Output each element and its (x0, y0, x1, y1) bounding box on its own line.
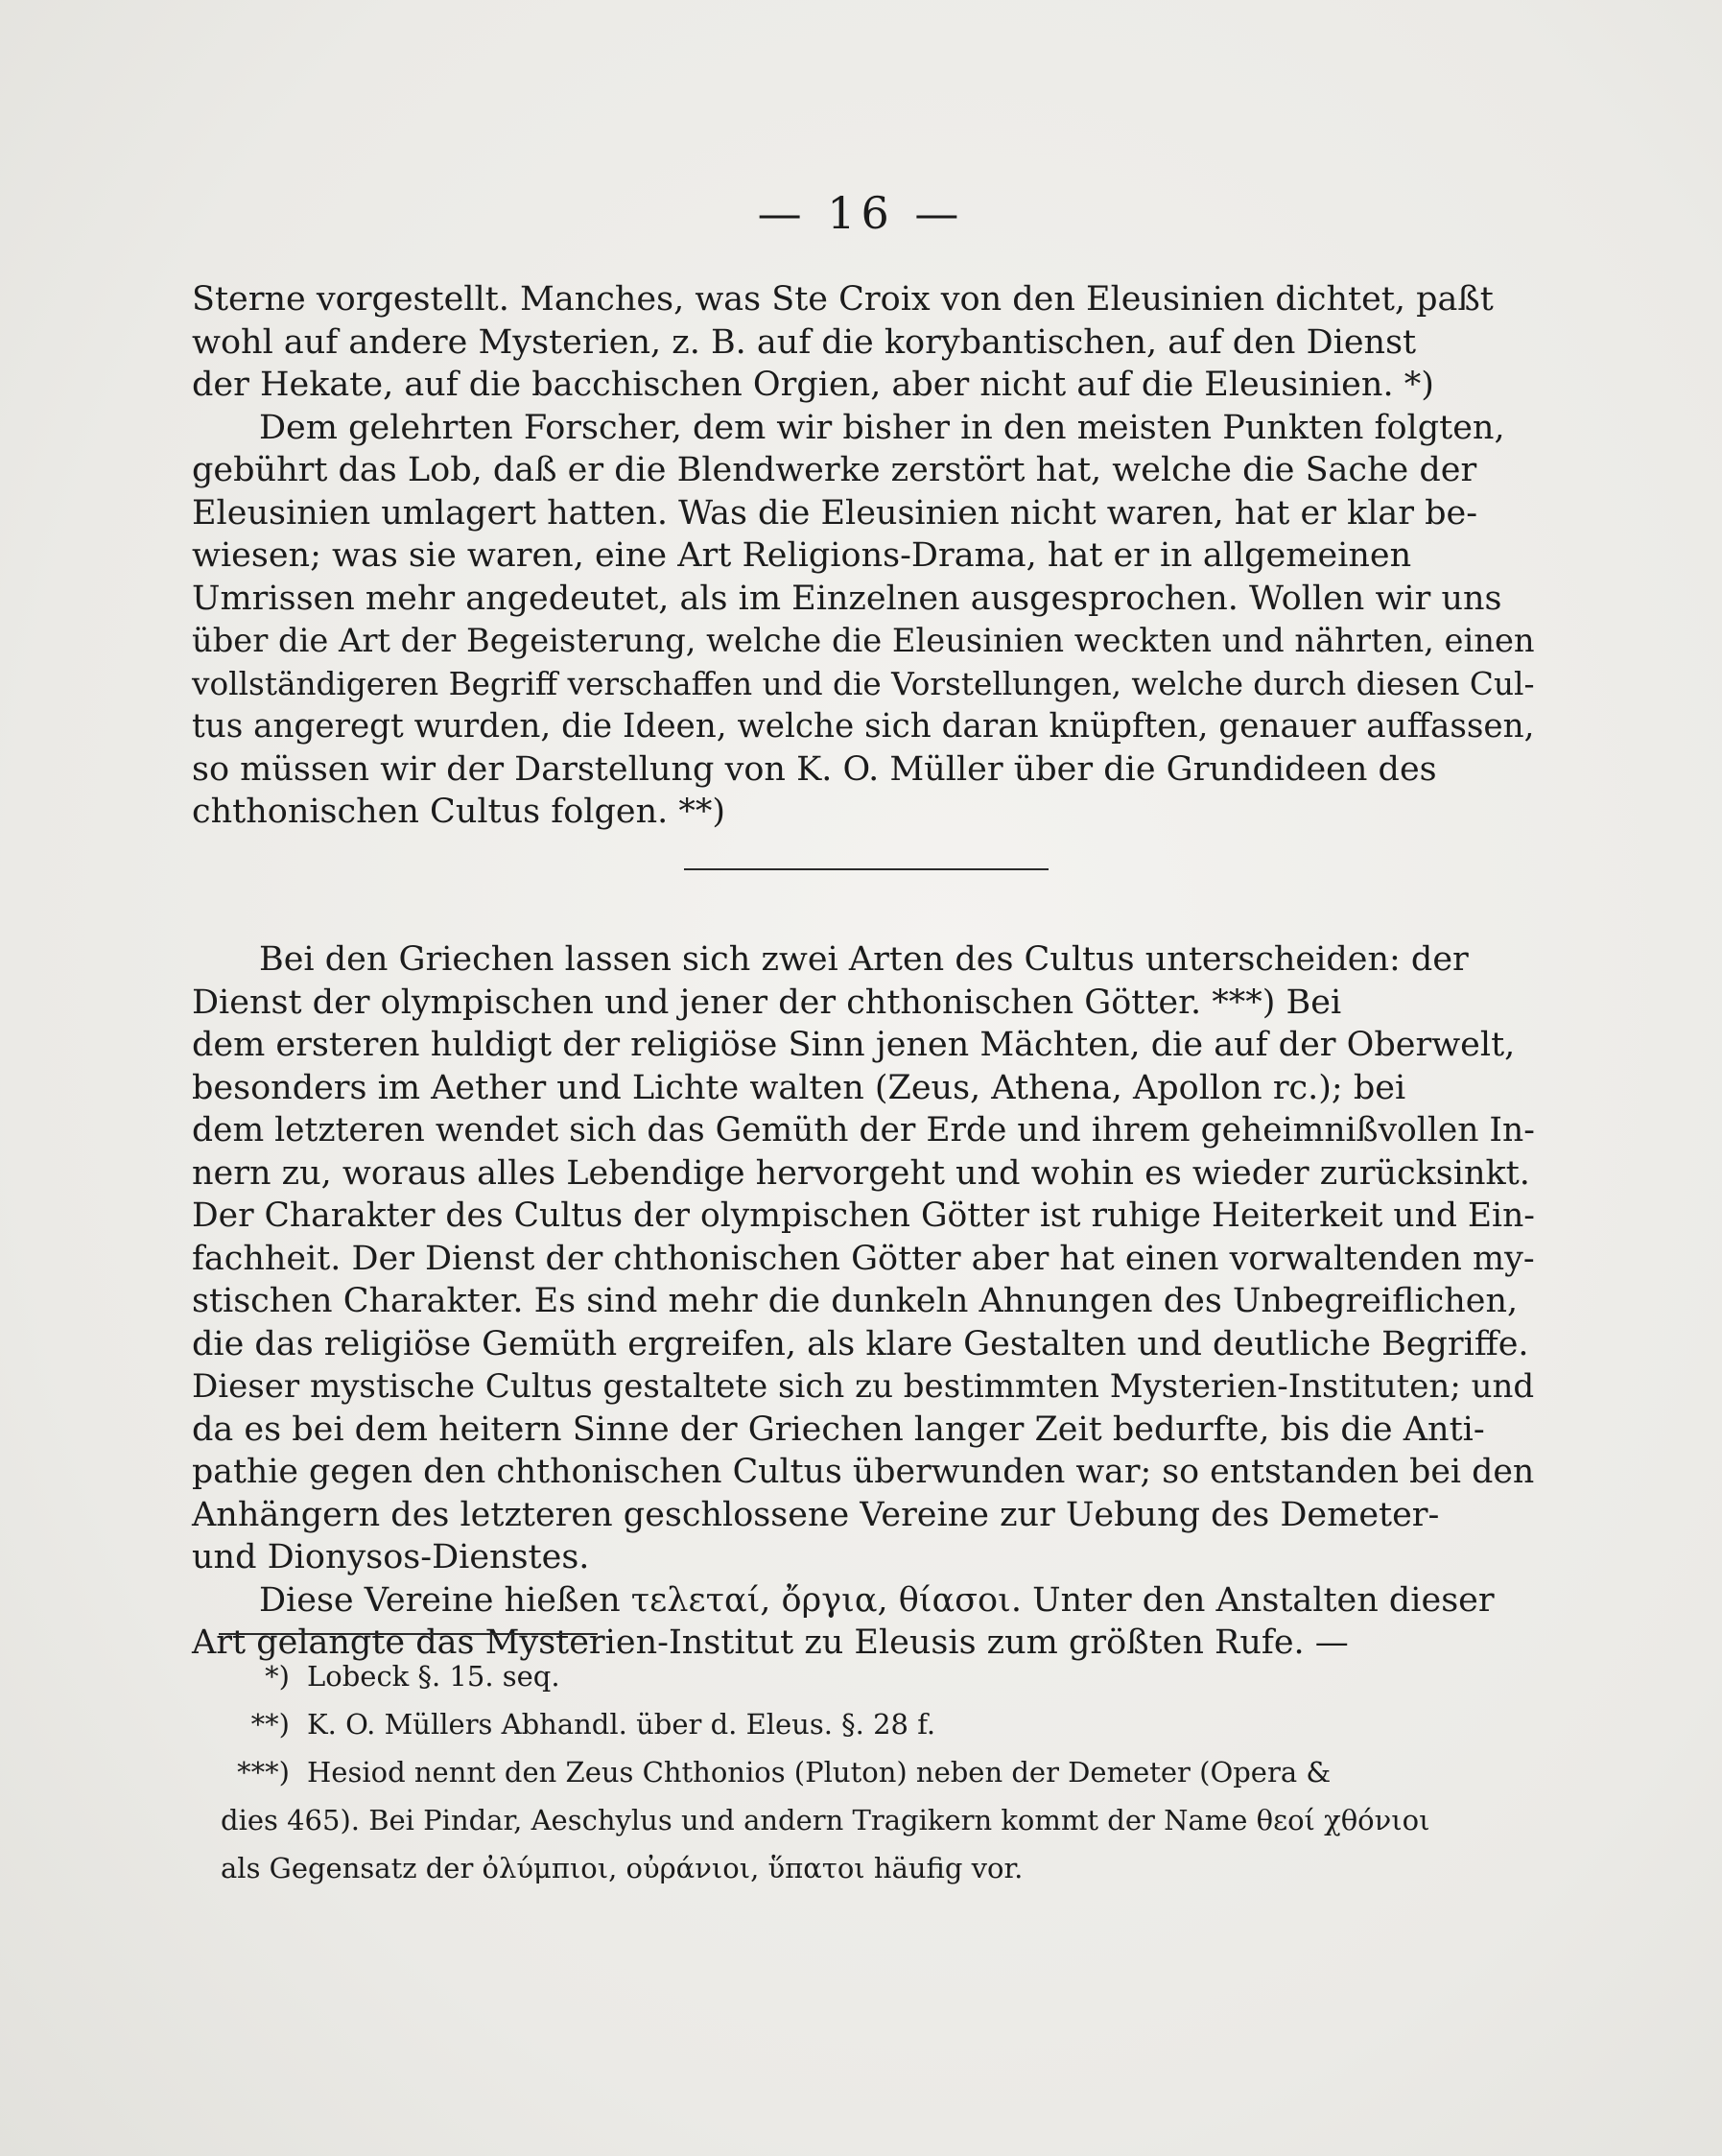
text-line: Dem gelehrten Forscher, dem wir bisher in den meisten Punkten folgten, (259, 408, 1505, 447)
footnote-marker: **) (250, 1708, 290, 1741)
text-line: pathie gegen den chthonischen Cultus überwunden war; so entstanden bei den (192, 1453, 1535, 1491)
text-line: da es bei dem heitern Sinne der Griechen langer Zeit bedurfte, bis die Anti- (192, 1410, 1485, 1449)
text-line: fachheit. Der Dienst der chthonischen Götter aber hat einen vorwaltenden my- (192, 1239, 1535, 1278)
text-line: Sterne vorgestellt. Manches, was Ste Croix von den Eleusinien dichtet, paßt (192, 280, 1494, 319)
footnote-continuation: als Gegensatz der ὀλύμπιοι, οὐράνιοι, ὕπατοι häufig vor. (221, 1852, 1024, 1884)
footnote-text: Lobeck §. 15. seq. (307, 1660, 560, 1693)
text-line: gebührt das Lob, daß er die Blendwerke zerstört hat, welche die Sache der (192, 451, 1477, 489)
text-line: der Hekate, auf die bacchischen Orgien, aber nicht auf die Eleusinien. *) (192, 366, 1434, 404)
footnote-text: Hesiod nennt den Zeus Chthonios (Pluton) neben der Demeter (Opera & (307, 1756, 1332, 1789)
text-line: und Dionysos-Dienstes. (192, 1538, 590, 1576)
text-line: Eleusinien umlagert hatten. Was die Eleusinien nicht waren, hat er klar be- (192, 493, 1478, 533)
text-line: dem letzteren wendet sich das Gemüth der Erde und ihrem geheimnißvollen In- (192, 1111, 1535, 1149)
footnote-continuation: dies 465). Bei Pindar, Aeschylus und andern Tragikern kommt der Name θεοί χθόνιοι (221, 1804, 1430, 1836)
text-line: nern zu, woraus alles Lebendige hervorgeht und wohin es wieder zurücksinkt. (192, 1153, 1530, 1193)
text-section-1 (192, 278, 1535, 834)
text-line: die das religiöse Gemüth ergreifen, als klare Gestalten und deutliche Begriffe. (192, 1324, 1529, 1363)
footnote-divider (219, 1633, 598, 1635)
text-line: besonders im Aether und Lichte walten (Zeus, Athena, Apollon rc.); bei (192, 1068, 1406, 1107)
text-line: wohl auf andere Mysterien, z. B. auf die korybantischen, auf den Dienst (192, 322, 1417, 362)
text-line: chthonischen Cultus folgen. **) (192, 793, 726, 831)
text-line: Der Charakter des Cultus der olympischen Götter ist ruhige Heiterkeit und Ein- (192, 1196, 1535, 1235)
section-divider (684, 868, 1049, 870)
footnote (221, 1748, 1564, 1796)
text-line: vollständigeren Begriff verschaffen und die Vorstellungen, welche durch diesen Cul- (192, 665, 1535, 702)
footnote (221, 1700, 1564, 1748)
text-line: Bei den Griechen lassen sich zwei Arten des Cultus unterscheiden: der (259, 940, 1469, 979)
footnote-text: K. O. Müllers Abhandl. über d. Eleus. §. 28 f. (307, 1708, 936, 1741)
text-line: tus angeregt wurden, die Ideen, welche sich daran knüpften, genauer auffassen, (192, 707, 1535, 746)
text-line: wiesen; was sie waren, eine Art Religions-Drama, hat er in allgemeinen (192, 536, 1412, 575)
text-line: Diese Vereine hießen τελεταί, ὄργια, θίασοι. Unter den Anstalten dieser (259, 1580, 1495, 1620)
text-line: Umrissen mehr angedeutet, als im Einzelnen ausgesprochen. Wollen wir uns (192, 579, 1502, 618)
text-line: Dieser mystische Cultus gestaltete sich zu bestimmten Mysterien-Instituten; und (192, 1367, 1535, 1406)
footnote (221, 1652, 1564, 1700)
footnote-marker: ***) (237, 1756, 290, 1789)
text-line: Anhängern des letzteren geschlossene Vereine zur Uebung des Demeter- (192, 1495, 1440, 1534)
text-line: stischen Charakter. Es sind mehr die dunkeln Ahnungen des Unbegreiflichen, (192, 1282, 1519, 1320)
text-line: dem ersteren huldigt der religiöse Sinn jenen Mächten, die auf der Oberwelt, (192, 1026, 1516, 1064)
text-line: über die Art der Begeisterung, welche die Eleusinien weckten und nährten, einen (192, 622, 1535, 659)
text-line: Dienst der olympischen und jener der chthonischen Götter. ***) Bei (192, 983, 1342, 1022)
footnote-marker: *) (265, 1660, 290, 1693)
footnotes (221, 1652, 1564, 1892)
text-line: Art gelangte das Mysterien-Institut zu Eleusis zum größten Rufe. — (192, 1623, 1349, 1662)
text-section-2 (192, 938, 1535, 1665)
page-number: — 16 — (757, 187, 965, 239)
text-line: so müssen wir der Darstellung von K. O. Müller über die Grundideen des (192, 749, 1437, 789)
